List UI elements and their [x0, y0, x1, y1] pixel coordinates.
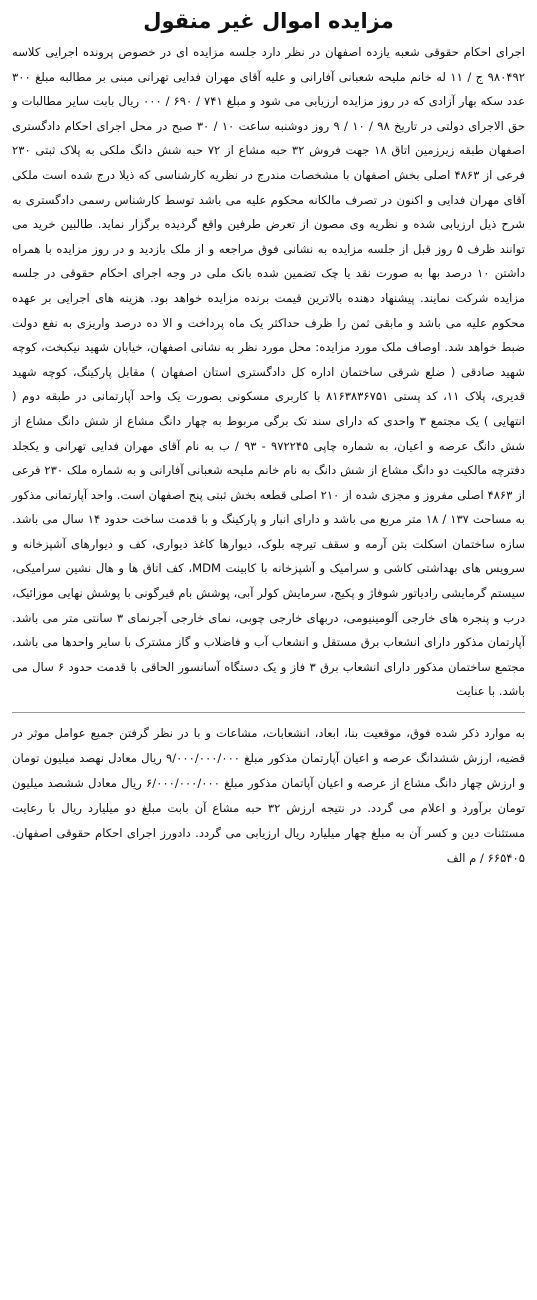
notice-paragraph-2: به موارد ذکر شده فوق، موقعیت بنا، ابعاد، انشعابات، مشاعات و با در نظر گرفتن جمیع عوامل موثر در قضیه، ارزش ششدانگ عرصه و اعیان آپارتمان مذکور مبلغ ۹/۰۰۰/۰۰۰/۰۰۰ ریال معادل نهصد میلیون تومان و ارزش چهار دانگ مشاع از عرصه و اعیان آپاتمان مذکور مبلغ ۶/۰۰۰/۰۰۰/۰۰۰ ریال معادل ششصد میلیون تومان برآورد و اعلام می گردد. در نتیجه ارزش ۳۲ حبه مشاع آن بابت مبلغ دو میلیارد ریال با رعایت مستثنات دین و کسر آن به مبلغ چهار میلیارد ریال ارزیابی می گردد. دادورز اجرای احکام حقوقی اصفهان. ۶۶۵۴۰۵ / م الف	[12, 726, 526, 866]
notice-title: مزایده اموال غیر منقول	[143, 9, 394, 33]
notice-paragraph-1: اجرای احکام حقوقی شعبه یازده اصفهان در نظر دارد جلسه مزایده ای در خصوص پرونده اجرایی کلاسه ۹۸۰۴۹۲ ج / ۱۱ له خانم ملیحه شعبانی آفارانی و علیه آقای مهران فدایی تهرانی مبنی بر مطالبه مبلغ ۳۰۰ عدد سکه بهار آزادی که در روز مزایده ارزیابی می شود و مبلغ ۷۴۱ / ۶۹۰ / ۰۰۰ ریال بابت سایر مطالبات و حق الاجرای دولتی در تاریخ ۹۸ / ۱۰ / ۹ روز دوشنبه ساعت ۱۰ / ۳۰ صبح در محل اجرای احکام دادگستری اصفهان طبقه زیرزمین اتاق ۱۸ جهت فروش ۳۲ حبه مشاع از ۷۲ حبه شش دانگ ملکی به پلاک ثبتی ۲۳۰ فرعی از ۴۸۶۳ اصلی بخش اصفهان با مشخصات مندرج در نظریه کارشناسی که ذیلا درج شده است ملکی آقای مهران فدایی و اکنون در تصرف مالکانه محکوم علیه می باشد توسط کارشناس رسمی دادگستری به شرح ذیل ارزیابی شده و نظریه وی مصون از تعرض طرفین واقع گردیده برگزار نماید. طالبین خرید می توانند ظرف ۵ روز قبل از جلسه مزایده به نشانی فوق مراجعه و از ملک بازدید و در روز مزایده با همراه داشتن ۱۰ درصد بها به صورت نقد یا چک تضمین شده بانک ملی در وجه اجرای احکام حقوقی در جلسه مزایده شرکت نمایند. پیشنهاد دهنده بالاترین قیمت برنده مزایده خواهد بود. هزینه های اجرایی بر عهده محکوم علیه می باشد و مابقی ثمن را ظرف حداکثر یک ماه پرداخت و الا ده درصد واریزی به نفع دولت ضبط خواهد شد. اوصاف ملک مورد مزایده: محل مورد نظر به نشانی اصفهان، خیابان شهید نیکبخت، کوچه شهید صادقی ( ضلع شرقی ساختمان اداره کل دادگستری استان اصفهان ) مقابل پارکینگ، کوچه شهید قدیری، پلاک ۱۱، کد پستی ۸۱۶۳۸۳۶۷۵۱ با کاربری مسکونی بصورت یک واحد آپارتمانی در طبقه دوم ( انتهایی ) یک مجتمع ۳ واحدی که دارای سند تک برگی مربوط به چهار دانگ مشاع از شش دانگ مشاع از شش دانگ عرصه و اعیان، به شماره چاپی ۹۷۲۲۴۵ - ۹۳ / ب به نام آقای مهران فدایی تهرانی و یکجلد دفترچه مالکیت دو دانگ مشاع از شش دانگ به نام خانم ملیحه شعبانی آفارانی و به شماره ملک ۲۳۰ فرعی از ۴۸۶۳ اصلی مفروز و مجزی شده از ۲۱۰ اصلی قطعه بخش ثبتی پنج اصفهان است. واحد آپارتمانی مذکور به مساحت ۱۳۷ / ۱۸ متر مربع می باشد و دارای انبار و پارکینگ و با قدمت ساخت حدود ۱۴ سال می باشد. سازه ساختمان اسکلت بتن آرمه و سقف تیرچه بلوک، دیوارها کاغذ دیواری، کف و دیوارهای آشپزخانه و سرویس های بهداشتی کاشی و سرامیک و آشپزخانه با کابینت MDM، کف اتاق ها و هال نشین سرامیکی، سیستم گرمایشی رادیاتور شوفاژ و پکیج، سرمایش کولر آبی، پوشش بام قیرگونی با پوشش نهایی موزائیک، درب و پنجره های خارجی آلومینیومی، دربهای خارجی چوبی، نمای خارجی آجرنمای ۳ سانتی متر می باشد. آپارتمان مذکور دارای انشعاب برق مستقل و انشعاب آب و فاضلاب و گاز مشترک با سایر واحدها می باشد، مجتمع ساختمان مذکور دارای انشعاب برق ۳ فاز و یک دستگاه آسانسور الحاقی با قدمت حدود ۶ سال می باشد. با عنایت	[12, 45, 526, 699]
section-divider	[12, 712, 525, 713]
